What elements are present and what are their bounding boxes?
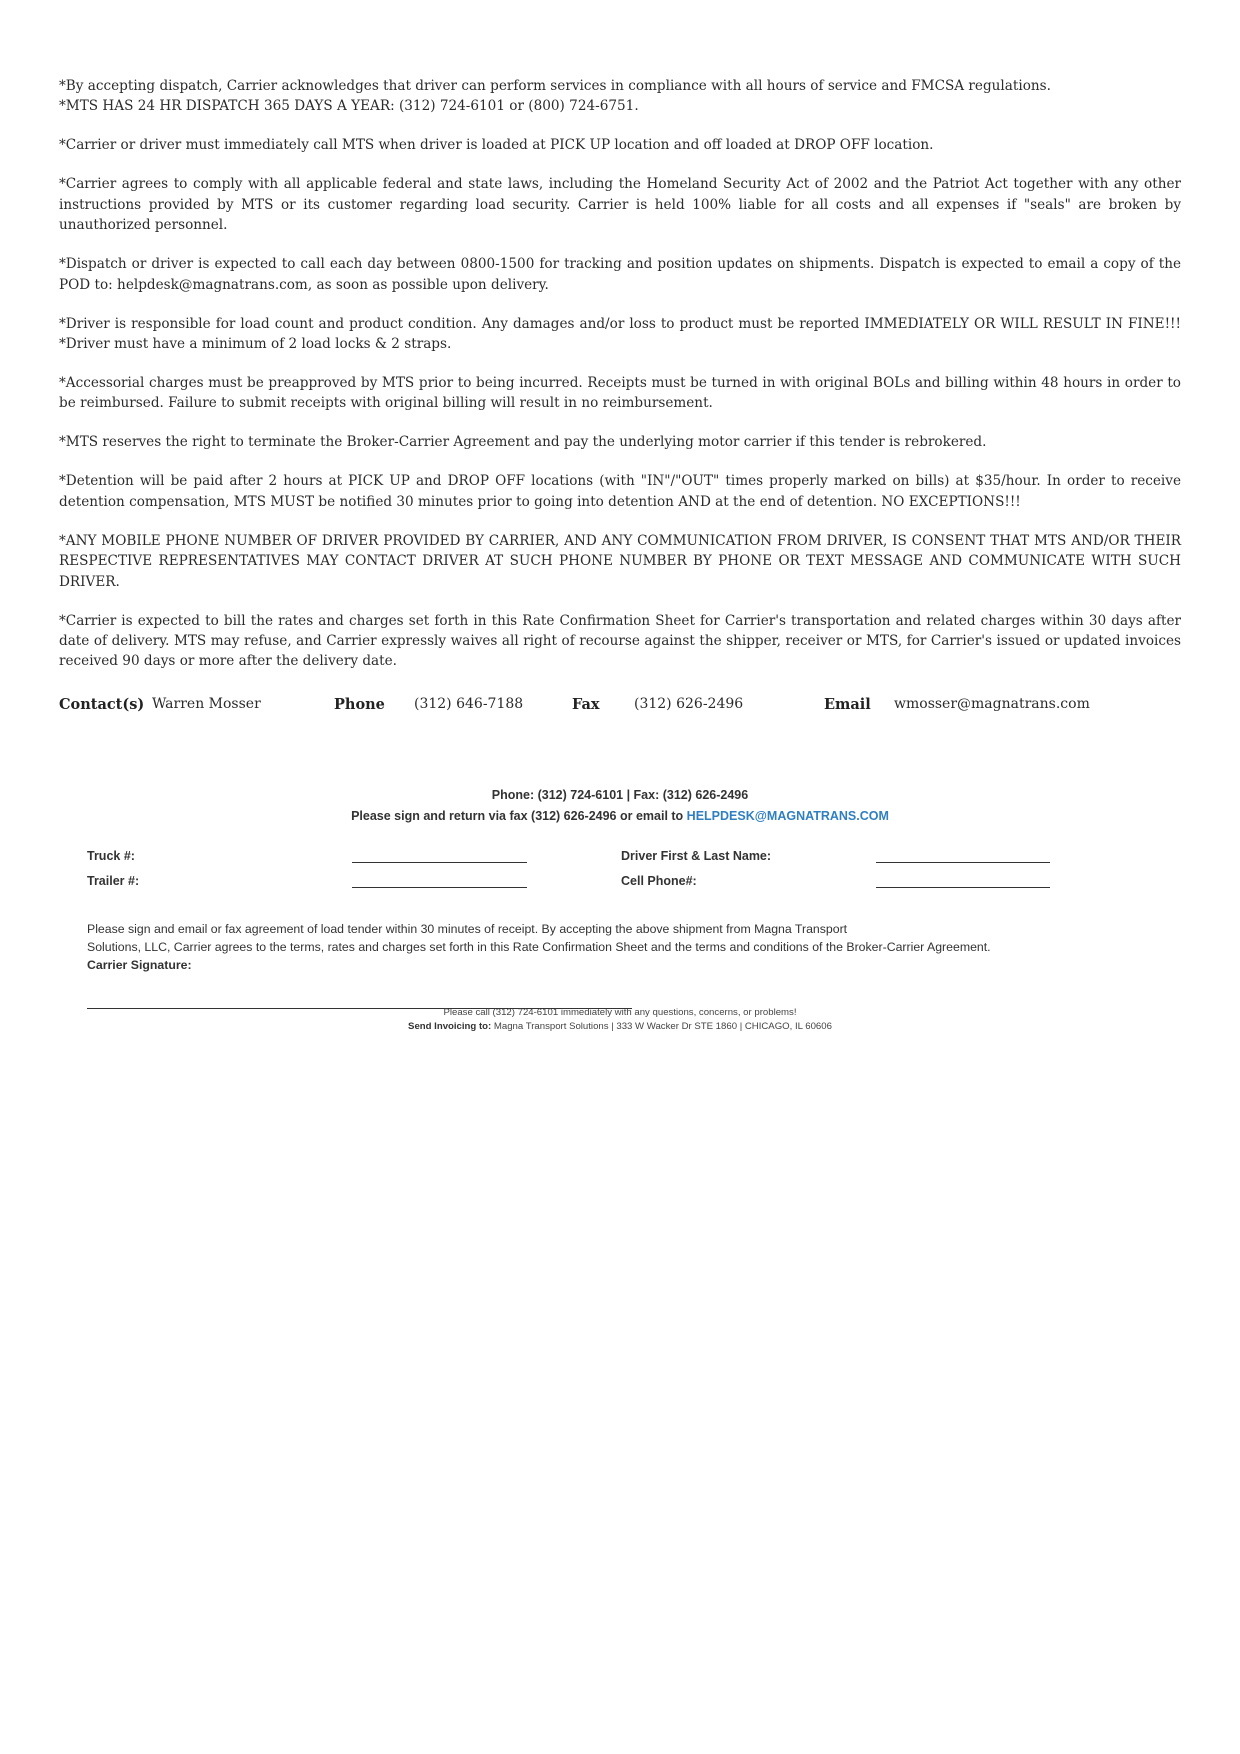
sign-return-line [0, 809, 1240, 823]
trailer-number-blank[interactable] [352, 886, 527, 888]
invoicing-line: Send Invoicing to: Magna Transport Solutions | 333 W Wacker Dr STE 1860 | CHICAGO, IL 60606 [408, 1021, 832, 1032]
carrier-signature-label: Carrier Signature: [87, 958, 192, 972]
contacts-label: Contact(s) [59, 696, 145, 713]
sign-return-text: Please sign and return via fax (312) 626-2496 or email to [351, 809, 684, 823]
term-hours-of-service [59, 76, 1181, 117]
driver-name-label: Driver First & Last Name: [621, 849, 772, 863]
fax-label: Fax [572, 696, 600, 713]
term-security-compliance: *Carrier agrees to comply with all applicable federal and state laws, including the Homeland Security Act of 2002 and the Patriot Act together with any other instructions provided by MTS or its customer regarding load security. Carrier is held 100% liable for all costs and all expenses if "seals" are broken by unauthorized personnel. [59, 176, 1181, 234]
invoicing-label: Send Invoicing to [408, 1021, 488, 1032]
call-note: Please call (312) 724-6101 immediately with any questions, concerns, or problems! [443, 1007, 797, 1018]
cell-phone-label: Cell Phone#: [621, 874, 697, 888]
term-detention: *Detention will be paid after 2 hours at PICK UP and DROP OFF locations (with "IN"/"OUT" times properly marked on bills) at $35/hour. In order to receive detention compensation, MTS MUST be notified 30 minutes prior to going into detention AND at the end of detention. NO EXCEPTIONS!!! [59, 473, 1181, 510]
agreement-line: Please sign and email or fax agreement of load tender within 30 minutes of receipt. By accepting the above shipment from Magna Transport [87, 922, 848, 936]
term-rebrokering: *MTS reserves the right to terminate the Broker-Carrier Agreement and pay the underlying motor carrier if this tender is rebrokered. [59, 434, 987, 451]
truck-label: Truck #: [87, 849, 135, 863]
email-label: Email [824, 696, 871, 713]
contact-row [0, 696, 1240, 720]
term-call-mts: *Carrier or driver must immediately call MTS when driver is loaded at PICK UP location and off loaded at DROP OFF location. [59, 137, 934, 154]
term-line: *MTS HAS 24 HR DISPATCH 365 DAYS A YEAR: (312) 724-6101 or (800) 724-6751. [59, 98, 639, 115]
contact-email[interactable]: wmosser@magnatrans.com [894, 696, 1090, 712]
term-line: *By accepting dispatch, Carrier acknowledges that driver can perform services in compliance with all hours of service and FMCSA regulations. [59, 78, 1051, 94]
agreement-text [87, 920, 1187, 974]
cell-phone-blank[interactable] [876, 886, 1050, 888]
term-accessorial-charges: *Accessorial charges must be preapproved by MTS prior to being incurred. Receipts must be turned in with original BOLs and billing within 48 hours in order to be reimbursed. Failure to submit receipts with original billing will result in no reimbursement. [59, 375, 1181, 412]
trailer-label: Trailer #: [87, 874, 140, 888]
contact-phone: (312) 646-7188 [414, 696, 524, 712]
helpdesk-email-link[interactable]: HELPDESK@MAGNATRANS.COM [686, 809, 889, 823]
terms-section [59, 76, 1181, 672]
term-load-count: *Driver is responsible for load count and product condition. Any damages and/or loss to product must be reported IMMEDIATELY OR WILL RESULT IN FINE!!! *Driver must have a minimum of 2 load locks & 2 straps. [59, 315, 1181, 353]
term-tracking-updates: *Dispatch or driver is expected to call each day between 0800-1500 for tracking and position updates on shipments. Dispatch is expected to email a copy of the POD to: helpdesk@magnatrans.com, as soon as possible upon delivery. [59, 256, 1181, 293]
truck-number-blank[interactable] [352, 861, 527, 863]
contact-name: Warren Mosser [152, 696, 261, 712]
invoicing-address: Magna Transport Solutions | 333 W Wacker Dr STE 1860 | CHICAGO, IL 60606 [493, 1021, 832, 1032]
term-billing: *Carrier is expected to bill the rates and charges set forth in this Rate Confirmation Sheet for Carrier's transportation and related charges within 30 days after date of delivery. MTS may refuse, and Carrier expressly waives all right of recourse against the shipper, receiver or MTS, for Carrier's issued or updated invoices received 90 days or more after the delivery date. [59, 612, 1181, 670]
driver-name-blank[interactable] [876, 861, 1050, 863]
phone-label: Phone [334, 696, 385, 713]
contact-fax: (312) 626-2496 [634, 696, 744, 712]
term-mobile-consent: *ANY MOBILE PHONE NUMBER OF DRIVER PROVIDED BY CARRIER, AND ANY COMMUNICATION FROM DRIVER, IS CONSENT THAT MTS AND/OR THEIR RESPECTIVE REPRESENTATIVES MAY CONTACT DRIVER AT SUCH PHONE NUMBER BY PHONE OR TEXT MESSAGE AND COMMUNICATE WITH SUCH DRIVER. [59, 532, 1181, 590]
agreement-line: Solutions, LLC, Carrier agrees to the terms, rates and charges set forth in this Rate Confirmation Sheet and the terms and conditions of the Broker-Carrier Agreement. [87, 940, 991, 954]
phone-fax-line: Phone: (312) 724-6101 | Fax: (312) 626-2496 [491, 788, 749, 802]
